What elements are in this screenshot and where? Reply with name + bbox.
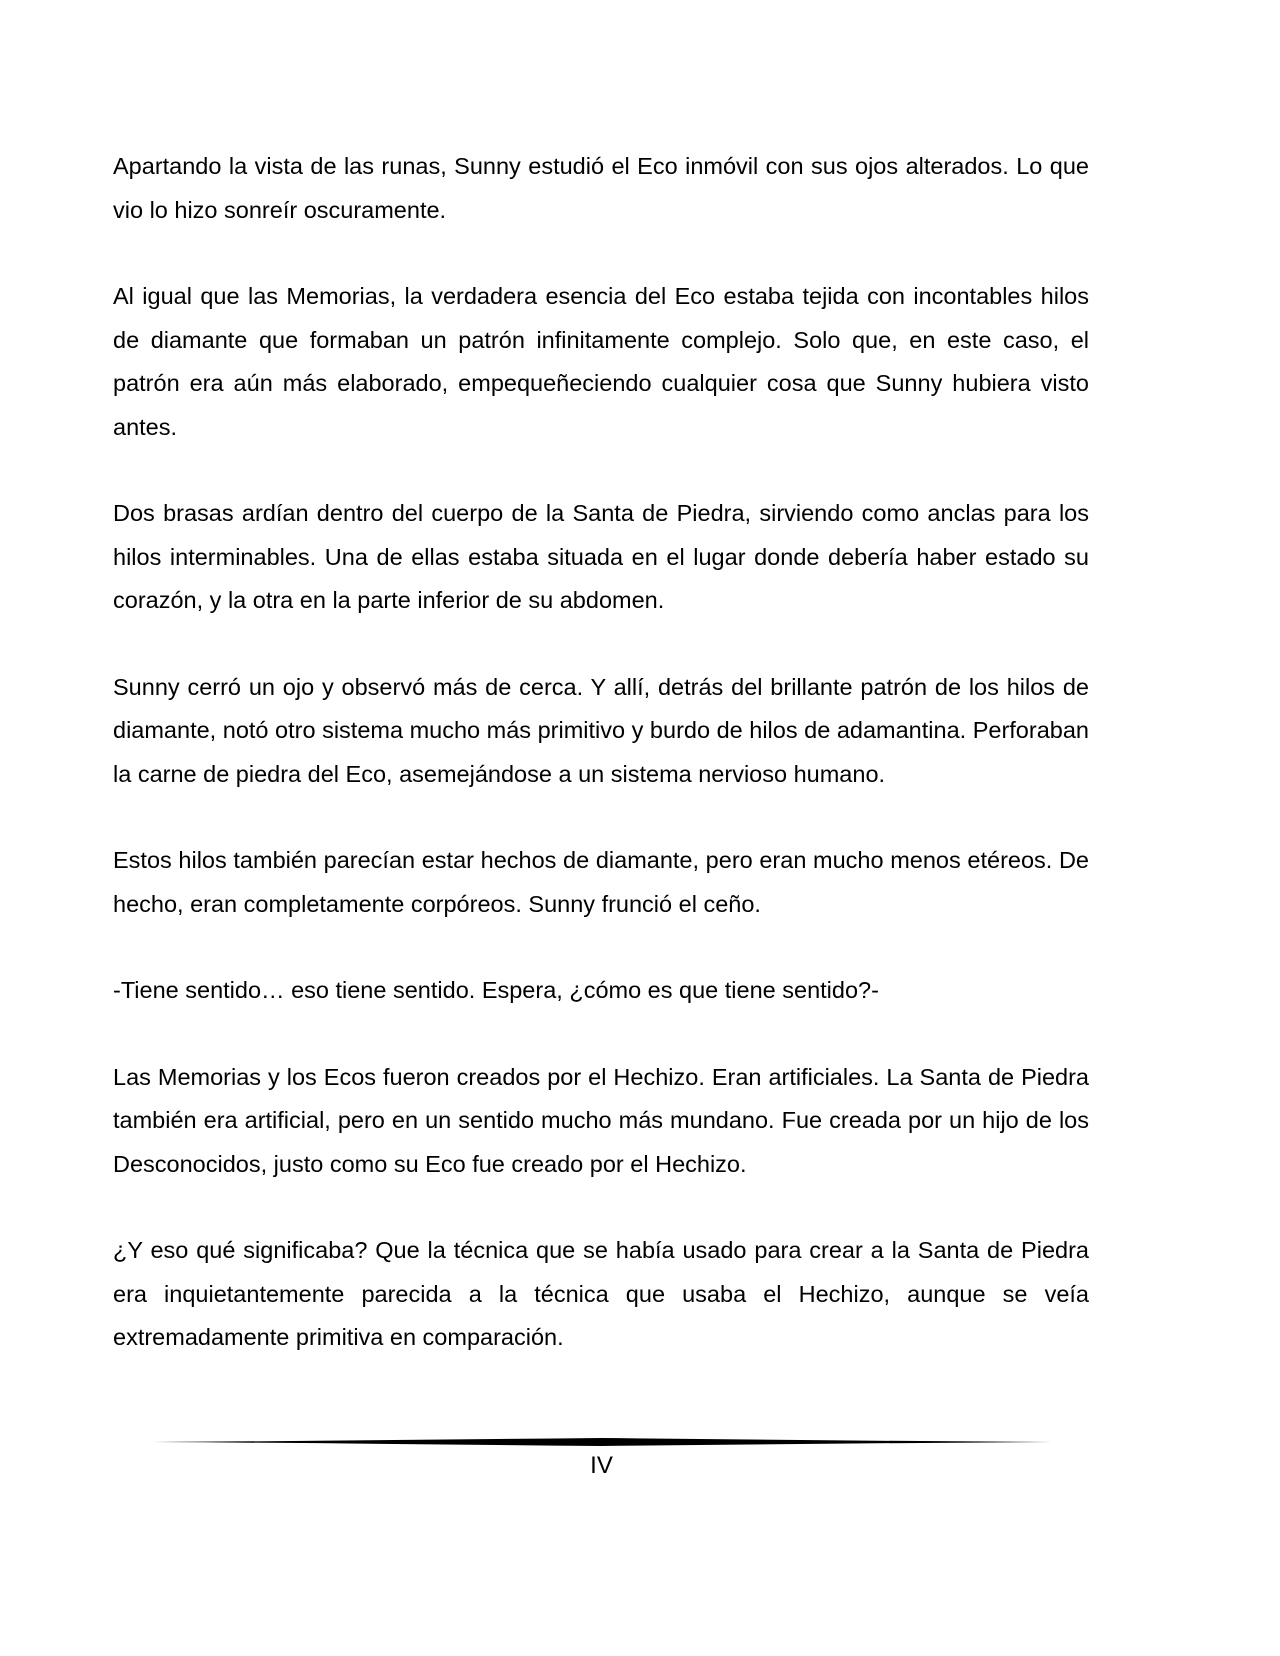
- paragraph-8: ¿Y eso qué significaba? Que la técnica que se había usado para crear a la Santa de Piedra era inquietantemente parecida a la técnica que usaba el Hechizo, aunque se veía extremadamente primitiva en comparación.: [113, 1237, 1089, 1350]
- page-body: [113, 145, 1089, 1403]
- paragraph-4: Sunny cerró un ojo y observó más de cerca. Y allí, detrás del brillante patrón de los hilos de diamante, notó otro sistema mucho más primitivo y burdo de hilos de adamantina. Perforaban la carne de piedra del Eco, asemejándose a un sistema nervioso humano.: [113, 673, 1089, 787]
- paragraph-2: Al igual que las Memorias, la verdadera esencia del Eco estaba tejida con incontables hilos de diamante que formaban un patrón infinitamente complejo. Solo que, en este caso, el patrón era aún más elaborado, empequeñeciendo cualquier cosa que Sunny hubiera visto antes.: [113, 283, 1089, 440]
- footer-divider: [152, 1436, 1052, 1448]
- paragraph-7: Las Memorias y los Ecos fueron creados por el Hechizo. Eran artificiales. La Santa de Piedra también era artificial, pero en un sentido mucho más mundano. Fue creada por un hijo de los Desconocidos, justo como su Eco fue creado por el Hechizo.: [113, 1063, 1089, 1177]
- paragraph-5: Estos hilos también parecían estar hechos de diamante, pero eran mucho menos etéreos. De hecho, eran completamente corpóreos. Sunny frunció el ceño.: [113, 847, 1089, 917]
- paragraph-1: Apartando la vista de las runas, Sunny estudió el Eco inmóvil con sus ojos alterados. Lo que vio lo hizo sonreír oscuramente.: [113, 153, 1089, 223]
- page-number: IV: [590, 1452, 613, 1479]
- paragraph-3: Dos brasas ardían dentro del cuerpo de la Santa de Piedra, sirviendo como anclas para los hilos interminables. Una de ellas estaba situada en el lugar donde debería haber estado su corazón, y la otra en la parte inferior de su abdomen.: [113, 500, 1089, 613]
- paragraph-6: -Tiene sentido… eso tiene sentido. Espera, ¿cómo es que tiene sentido?-: [113, 977, 879, 1003]
